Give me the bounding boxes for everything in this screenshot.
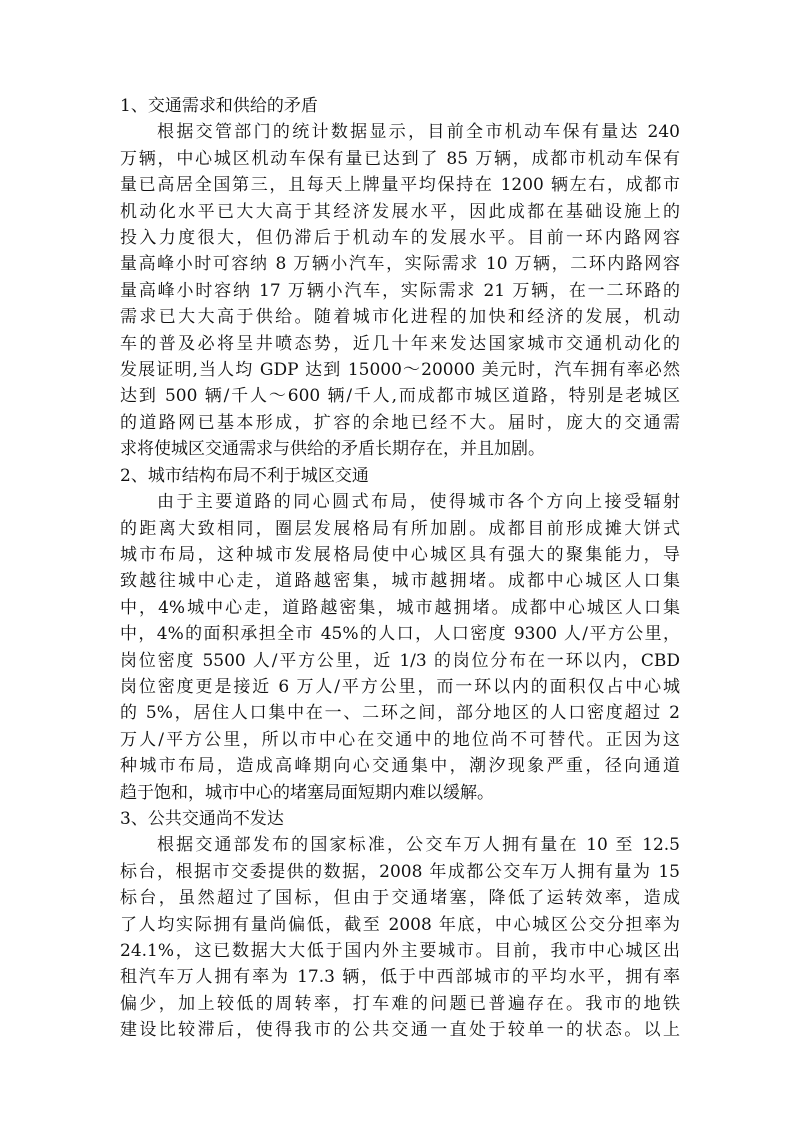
section-heading: 2、城市结构布局不利于城区交通 [120, 465, 369, 486]
text-line: 量高峰小时可容纳 8 万辆小汽车，实际需求 10 万辆，二环内路网容 [120, 254, 680, 275]
text-line: 岗位密度 5500 人/平方公里，近 1/3 的岗位分布在一环以内，CBD [120, 650, 680, 671]
text-line: 万辆，中心城区机动车保有量已达到了 85 万辆，成都市机动车保有 [120, 148, 680, 169]
text-line: 岗位密度更是接近 6 万人/平方公里，而一环以内的面积仅占中心城 [120, 676, 680, 697]
text-line: 建设比较滞后，使得我市的公共交通一直处于较单一的状态。以上 [120, 1020, 680, 1041]
section-heading: 1、交通需求和供给的矛盾 [120, 96, 318, 116]
text-line: 租汽车万人拥有率为 17.3 辆，低于中西部城市的平均水平，拥有率 [120, 967, 680, 988]
text-line: 根据交通部发布的国家标准，公交车万人拥有量在 10 至 12.5 [157, 835, 680, 856]
text-line: 机动化水平已大大高于其经济发展水平，因此成都在基础设施上的 [120, 201, 680, 222]
text-line: 万人/平方公里，所以市中心在交通中的地位尚不可替代。正因为这 [120, 729, 680, 750]
section-heading: 3、公共交通尚不发达 [120, 808, 284, 829]
text-line: 车的普及必将呈井喷态势，近几十年来发达国家城市交通机动化的 [120, 333, 680, 354]
text-line: 的距离大致相同，圈层发展格局有所加剧。成都目前形成摊大饼式 [120, 518, 680, 539]
text-line: 种城市布局，造成高峰期向心交通集中，潮汐现象严重，径向通道 [120, 756, 680, 777]
text-line: 城市布局，这种城市发展格局使中心城区具有强大的聚集能力，导 [120, 544, 680, 565]
text-line: 根据交管部门的统计数据显示，目前全市机动车保有量达 240 [157, 122, 680, 143]
text-line: 偏少，加上较低的周转率，打车难的问题已普遍存在。我市的地铁 [120, 993, 680, 1014]
text-line: 标台，根据市交委提供的数据，2008 年成都公交车万人拥有量为 15 [120, 861, 680, 882]
section-paragraph [120, 489, 680, 806]
text-line: 达到 500 辆/千人～600 辆/千人,而成都市城区道路，特别是老城区 [120, 386, 680, 407]
text-line: 量已高居全国第三，且每天上牌量平均保持在 1200 辆左右，成都市 [120, 175, 680, 196]
text-line: 了人均实际拥有量尚偏低，截至 2008 年底，中心城区公交分担率为 [120, 914, 680, 935]
text-line: 量高峰小时容纳 17 万辆小汽车，实际需求 21 万辆，在一二环路的 [120, 280, 680, 301]
section-paragraph [120, 832, 680, 1043]
text-line: 发展证明,当人均 GDP 达到 15000～20000 美元时，汽车拥有率必然 [120, 360, 680, 381]
text-line: 需求已大大高于供给。随着城市化进程的加快和经济的发展，机动 [120, 307, 680, 328]
text-line: 的 5%，居住人口集中在一、二环之间，部分地区的人口密度超过 2 [120, 703, 680, 724]
text-line: 的道路网已基本形成，扩容的余地已经不大。届时，庞大的交通需 [120, 412, 680, 433]
document-body [120, 93, 680, 1044]
text-line: 标台，虽然超过了国标，但由于交通堵塞，降低了运转效率，造成 [120, 888, 680, 909]
text-line: 24.1%，这已数据大大低于国内外主要城市。目前，我市中心城区出 [120, 941, 680, 961]
text-line: 求将使城区交通需求与供给的矛盾长期存在，并且加剧。 [120, 439, 545, 460]
text-line: 致越往城中心走，道路越密集，城市越拥堵。成都中心城区人口集 [120, 571, 680, 592]
text-line: 中，4%的面积承担全市 45%的人口，人口密度 9300 人/平方公里， [120, 624, 680, 645]
section-paragraph [120, 119, 680, 462]
text-line: 趋于饱和，城市中心的堵塞局面短期内难以缓解。 [120, 782, 494, 803]
text-line: 中，4%城中心走，道路越密集，城市越拥堵。成都中心城区人口集 [120, 597, 680, 618]
text-line: 投入力度很大，但仍滞后于机动车的发展水平。目前一环内路网容 [120, 228, 680, 249]
text-line: 由于主要道路的同心圆式布局，使得城市各个方向上接受辐射 [157, 492, 680, 513]
